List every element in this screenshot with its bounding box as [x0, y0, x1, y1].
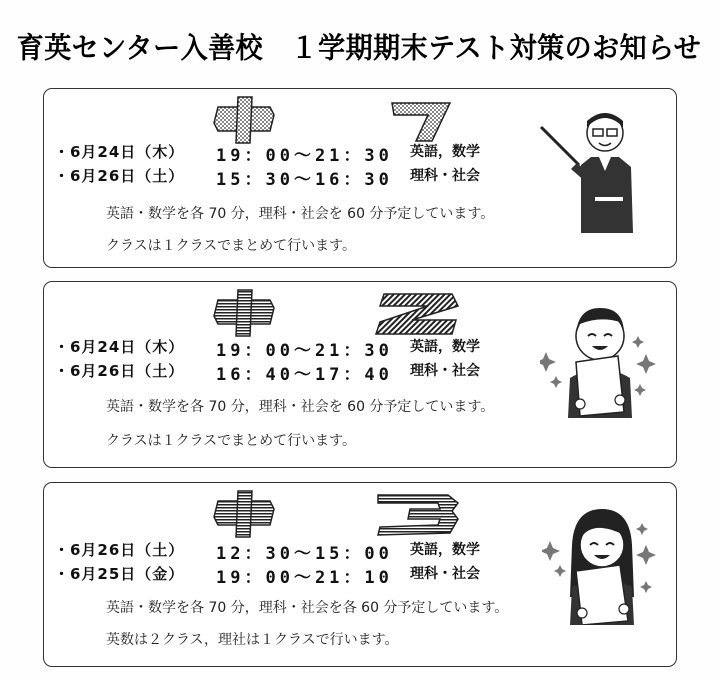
session-date: ・6月24日（木）: [54, 143, 185, 161]
session-subjects: 英語，数学: [410, 542, 480, 558]
note-text: 英語・数学を各 70 分，理科・社会を 60 分予定しています。: [106, 399, 495, 415]
chu-glyph: [214, 290, 274, 336]
boy-reading-paper-icon: [540, 300, 660, 418]
session-subjects: 理科・社会: [410, 363, 480, 379]
page-title: 育英センター入善校 １学期期末テスト対策のお知らせ: [16, 32, 702, 65]
note-text: クラスは１クラスでまとめて行います。: [106, 238, 357, 254]
digit-glyph: [378, 495, 458, 535]
digit-glyph: [376, 294, 458, 334]
session-date: ・6月26日（土）: [54, 167, 185, 185]
digit-glyph: [392, 103, 450, 141]
session-time: 12：30〜15：00: [216, 544, 393, 564]
teacher-pointing-icon: [537, 105, 645, 235]
session-date: ・6月26日（土）: [54, 541, 185, 559]
grade-heading: [212, 489, 462, 539]
session-time: 19：00〜21：30: [216, 146, 393, 166]
grade-heading: [212, 95, 462, 145]
grade-1-card: [43, 88, 677, 268]
session-date: ・6月24日（木）: [54, 338, 185, 356]
session-time: 19：00〜21：10: [216, 568, 393, 588]
session-time: 16：40〜17：40: [216, 365, 393, 385]
note-text: 英語・数学を各 70 分，理科・社会を各 60 分予定しています。: [106, 600, 509, 616]
note-text: 英語・数学を各 70 分，理科・社会を 60 分予定しています。: [106, 206, 495, 222]
session-time: 15：30〜16：30: [216, 170, 393, 190]
note-text: クラスは１クラスでまとめて行います。: [106, 433, 357, 449]
chu-glyph: [214, 491, 274, 537]
session-date: ・6月26日（土）: [54, 362, 185, 380]
grade-2-card: [43, 281, 677, 468]
note-text: 英数は２クラス，理社は１クラスで行います。: [106, 632, 399, 648]
session-time: 19：00〜21：30: [216, 341, 393, 361]
session-subjects: 英語，数学: [410, 339, 480, 355]
session-subjects: 英語，数学: [410, 144, 480, 160]
session-subjects: 理科・社会: [410, 566, 480, 582]
chu-glyph: [214, 97, 274, 143]
session-subjects: 理科・社会: [410, 168, 480, 184]
girl-reading-paper-icon: [542, 505, 660, 625]
session-date: ・6月25日（金）: [54, 565, 185, 583]
grade-3-card: [43, 482, 677, 667]
grade-heading: [212, 288, 462, 338]
